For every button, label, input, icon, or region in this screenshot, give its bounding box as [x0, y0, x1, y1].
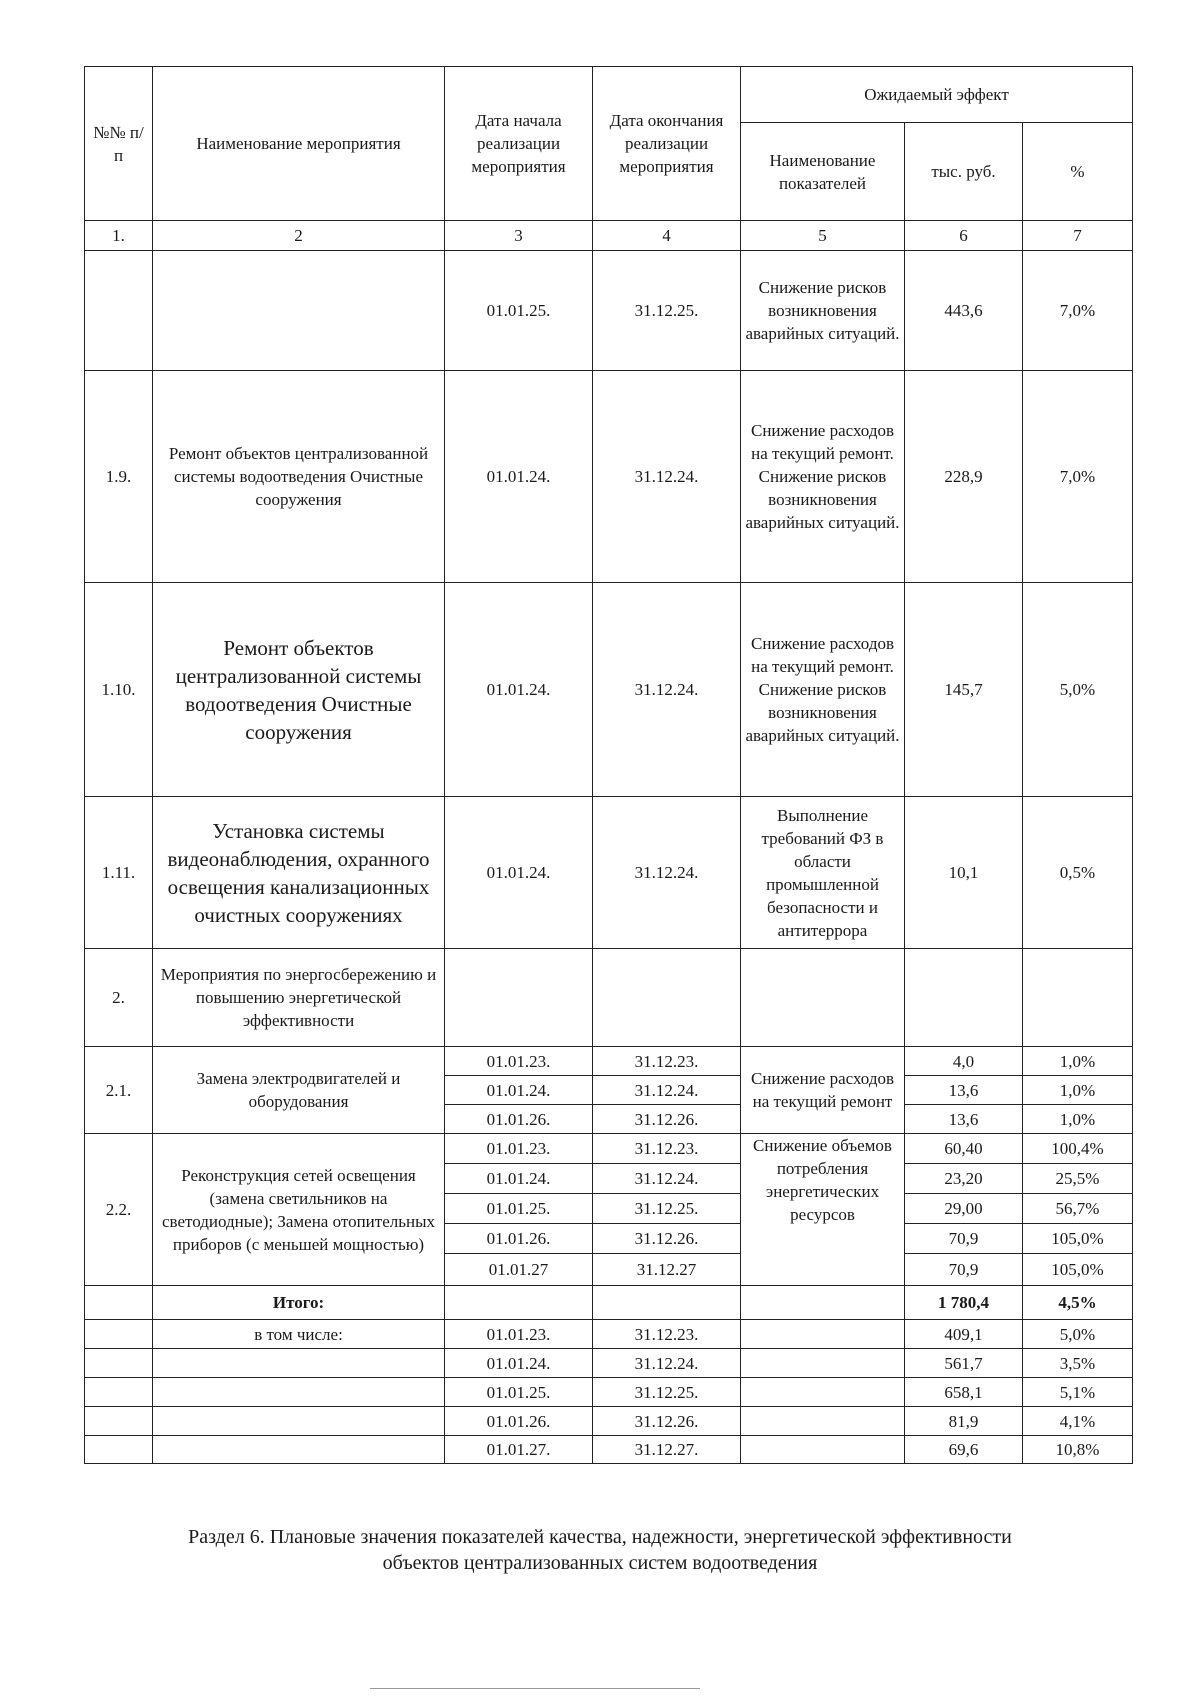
row-percent: 25,5%	[1023, 1164, 1133, 1194]
section-caption	[60, 1524, 1140, 1576]
row-end-date: 31.12.24.	[593, 1164, 741, 1194]
row-start-date: 01.01.27.	[445, 1436, 593, 1464]
including-label: в том числе:	[153, 1320, 445, 1349]
row-value: 443,6	[905, 251, 1023, 371]
row-start-date: 01.01.26.	[445, 1224, 593, 1254]
row-name	[153, 251, 445, 371]
row-start-date: 01.01.25.	[445, 251, 593, 371]
row-percent: 56,7%	[1023, 1194, 1133, 1224]
row-end-date: 31.12.24.	[593, 371, 741, 583]
col-index: 3	[445, 221, 593, 251]
header-start-date: Дата начала реализации мероприятия	[445, 67, 593, 221]
row-num: 1.9.	[85, 371, 153, 583]
row-end-date: 31.12.24.	[593, 1076, 741, 1105]
col-index: 5	[741, 221, 905, 251]
row-value: 13,6	[905, 1105, 1023, 1134]
row-value: 4,0	[905, 1047, 1023, 1076]
row-value: 60,40	[905, 1134, 1023, 1164]
row-value: 70,9	[905, 1224, 1023, 1254]
header-expected-effect: Ожидаемый эффект	[741, 67, 1133, 123]
table-row	[85, 1436, 1133, 1464]
row-end-date: 31.12.23.	[593, 1047, 741, 1076]
header-thousand-rub: тыс. руб.	[905, 123, 1023, 221]
row-start-date: 01.01.23.	[445, 1047, 593, 1076]
row-end-date: 31.12.23.	[593, 1134, 741, 1164]
row-percent: 5,0%	[1023, 583, 1133, 797]
row-end-date: 31.12.24.	[593, 1349, 741, 1378]
row-num: 2.1.	[85, 1047, 153, 1134]
row-start-date: 01.01.27	[445, 1254, 593, 1286]
table-row	[85, 371, 1133, 583]
row-num: 2.2.	[85, 1134, 153, 1286]
row-start-date: 01.01.25.	[445, 1194, 593, 1224]
row-value: 23,20	[905, 1164, 1023, 1194]
row-value: 409,1	[905, 1320, 1023, 1349]
row-indicator: Выполнение требований ФЗ в области промышленной безопасности и антитеррора	[741, 797, 905, 949]
row-indicator: Снижение расходов на текущий ремонт	[741, 1047, 905, 1134]
row-start-date: 01.01.24.	[445, 583, 593, 797]
total-label: Итого:	[153, 1286, 445, 1320]
row-num: 2.	[85, 949, 153, 1047]
row-percent: 100,4%	[1023, 1134, 1133, 1164]
table-row	[85, 1407, 1133, 1436]
row-value: 81,9	[905, 1407, 1023, 1436]
col-index: 1.	[85, 221, 153, 251]
row-start-date: 01.01.23.	[445, 1134, 593, 1164]
row-name: Установка системы видеонаблюдения, охранного освещения канализационных очистных сооружениях	[153, 797, 445, 949]
header-percent: %	[1023, 123, 1133, 221]
total-row	[85, 1286, 1133, 1320]
row-value: 69,6	[905, 1436, 1023, 1464]
row-percent: 4,1%	[1023, 1407, 1133, 1436]
table-row	[85, 583, 1133, 797]
header-indicator: Наименование показателей	[741, 123, 905, 221]
header-name: Наименование мероприятия	[153, 67, 445, 221]
table-row	[85, 1320, 1133, 1349]
row-end-date: 31.12.27.	[593, 1436, 741, 1464]
row-end-date: 31.12.27	[593, 1254, 741, 1286]
table-row	[85, 1349, 1133, 1378]
row-indicator: Снижение расходов на текущий ремонт. Снижение рисков возникновения аварийных ситуаций.	[741, 371, 905, 583]
col-index: 7	[1023, 221, 1133, 251]
row-value: 561,7	[905, 1349, 1023, 1378]
total-percent: 4,5%	[1023, 1286, 1133, 1320]
row-value: 145,7	[905, 583, 1023, 797]
row-start-date: 01.01.24.	[445, 1164, 593, 1194]
row-percent: 105,0%	[1023, 1224, 1133, 1254]
row-indicator: Снижение объемов потребления энергетических ресурсов	[741, 1134, 905, 1286]
row-percent: 5,1%	[1023, 1378, 1133, 1407]
row-end-date: 31.12.25.	[593, 1194, 741, 1224]
row-name: Ремонт объектов централизованной системы водоотведения Очистные сооружения	[153, 583, 445, 797]
row-percent: 105,0%	[1023, 1254, 1133, 1286]
row-end-date: 31.12.23.	[593, 1320, 741, 1349]
section-caption-line2: объектов централизованных систем водоотведения	[382, 1552, 818, 1574]
row-percent: 7,0%	[1023, 371, 1133, 583]
col-index: 6	[905, 221, 1023, 251]
row-num: 1.10.	[85, 583, 153, 797]
row-value: 228,9	[905, 371, 1023, 583]
header-num: №№ п/п	[85, 67, 153, 221]
row-end-date: 31.12.24.	[593, 797, 741, 949]
row-start-date: 01.01.24.	[445, 1076, 593, 1105]
header-end-date: Дата окончания реализации мероприятия	[593, 67, 741, 221]
row-percent: 1,0%	[1023, 1076, 1133, 1105]
row-percent: 3,5%	[1023, 1349, 1133, 1378]
table-row	[85, 1047, 1133, 1076]
row-end-date: 31.12.25.	[593, 251, 741, 371]
row-start-date: 01.01.26.	[445, 1407, 593, 1436]
col-index: 2	[153, 221, 445, 251]
measures-table	[84, 66, 1133, 1464]
row-value: 29,00	[905, 1194, 1023, 1224]
row-percent: 1,0%	[1023, 1047, 1133, 1076]
row-percent: 10,8%	[1023, 1436, 1133, 1464]
row-percent: 1,0%	[1023, 1105, 1133, 1134]
row-end-date: 31.12.24.	[593, 583, 741, 797]
table-row	[85, 251, 1133, 371]
col-index: 4	[593, 221, 741, 251]
row-start-date: 01.01.25.	[445, 1378, 593, 1407]
row-end-date: 31.12.25.	[593, 1378, 741, 1407]
row-value: 70,9	[905, 1254, 1023, 1286]
row-start-date: 01.01.24.	[445, 371, 593, 583]
row-name: Мероприятия по энергосбережению и повышению энергетической эффективности	[153, 949, 445, 1047]
measures-table-container	[84, 66, 1132, 1464]
section-caption-line1: Раздел 6. Плановые значения показателей качества, надежности, энергетической эффективности	[188, 1526, 1012, 1548]
row-value: 658,1	[905, 1378, 1023, 1407]
row-indicator: Снижение рисков возникновения аварийных ситуаций.	[741, 251, 905, 371]
row-value: 10,1	[905, 797, 1023, 949]
row-num: 1.11.	[85, 797, 153, 949]
row-start-date: 01.01.24.	[445, 797, 593, 949]
table-row	[85, 949, 1133, 1047]
table-row	[85, 1378, 1133, 1407]
table-row	[85, 1134, 1133, 1164]
table-row	[85, 797, 1133, 949]
row-name: Ремонт объектов централизованной системы водоотведения Очистные сооружения	[153, 371, 445, 583]
row-start-date: 01.01.24.	[445, 1349, 593, 1378]
total-value: 1 780,4	[905, 1286, 1023, 1320]
row-percent: 0,5%	[1023, 797, 1133, 949]
row-num	[85, 251, 153, 371]
row-end-date: 31.12.26.	[593, 1224, 741, 1254]
row-indicator: Снижение расходов на текущий ремонт. Снижение рисков возникновения аварийных ситуаций.	[741, 583, 905, 797]
row-name: Замена электродвигателей и оборудования	[153, 1047, 445, 1134]
row-end-date: 31.12.26.	[593, 1407, 741, 1436]
row-value: 13,6	[905, 1076, 1023, 1105]
scan-artifact-line	[370, 1688, 700, 1689]
row-end-date: 31.12.26.	[593, 1105, 741, 1134]
row-start-date: 01.01.26.	[445, 1105, 593, 1134]
row-name: Реконструкция сетей освещения (замена светильников на светодиодные); Замена отопительных приборов (с меньшей мощностью)	[153, 1134, 445, 1286]
row-percent: 5,0%	[1023, 1320, 1133, 1349]
row-start-date: 01.01.23.	[445, 1320, 593, 1349]
row-percent: 7,0%	[1023, 251, 1133, 371]
